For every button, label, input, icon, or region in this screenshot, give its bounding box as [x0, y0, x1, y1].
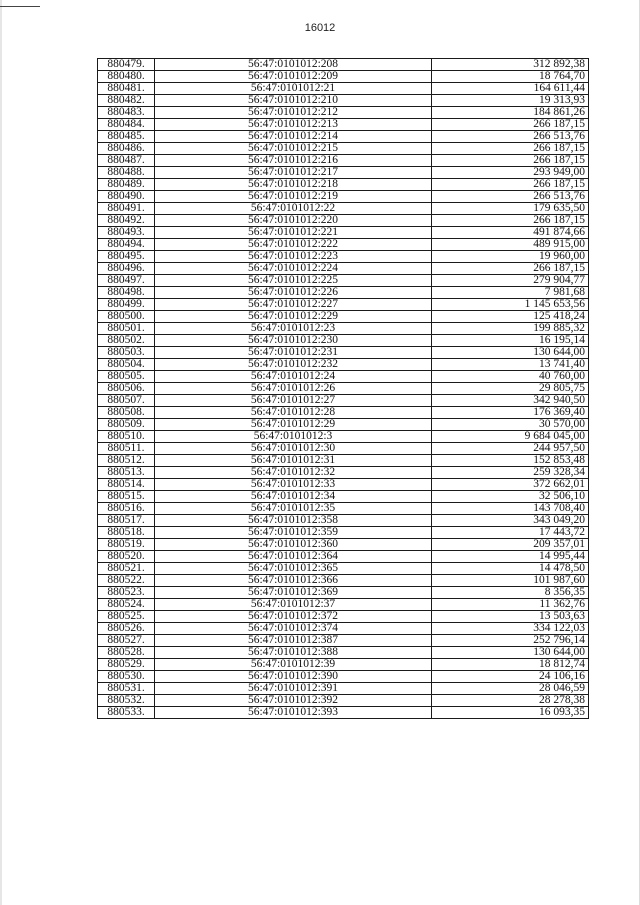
value-cell: 8 356,35	[432, 587, 589, 599]
table-row	[98, 407, 589, 419]
row-number-cell: 880490.	[98, 191, 155, 203]
table-row	[98, 611, 589, 623]
table-row	[98, 515, 589, 527]
cadastral-number-cell: 56:47:0101012:215	[155, 143, 432, 155]
cadastral-value-table	[97, 58, 589, 719]
scan-edge-left	[0, 0, 2, 905]
value-cell: 266 187,15	[432, 119, 589, 131]
value-cell: 199 885,32	[432, 323, 589, 335]
table-row	[98, 251, 589, 263]
table-row	[98, 179, 589, 191]
table-row	[98, 707, 589, 719]
row-number-cell: 880503.	[98, 347, 155, 359]
row-number-cell: 880522.	[98, 575, 155, 587]
table-row	[98, 371, 589, 383]
value-cell: 266 187,15	[432, 155, 589, 167]
row-number-cell: 880483.	[98, 107, 155, 119]
row-number-cell: 880493.	[98, 227, 155, 239]
row-number-cell: 880517.	[98, 515, 155, 527]
table-row	[98, 587, 589, 599]
table-row	[98, 239, 589, 251]
cadastral-number-cell: 56:47:0101012:372	[155, 611, 432, 623]
value-cell: 28 278,38	[432, 695, 589, 707]
row-number-cell: 880529.	[98, 659, 155, 671]
cadastral-number-cell: 56:47:0101012:392	[155, 695, 432, 707]
value-cell: 11 362,76	[432, 599, 589, 611]
cadastral-number-cell: 56:47:0101012:366	[155, 575, 432, 587]
table-row	[98, 107, 589, 119]
row-number-cell: 880480.	[98, 71, 155, 83]
value-cell: 266 513,76	[432, 131, 589, 143]
value-cell: 279 904,77	[432, 275, 589, 287]
value-cell: 14 995,44	[432, 551, 589, 563]
cadastral-number-cell: 56:47:0101012:21	[155, 83, 432, 95]
table-row	[98, 119, 589, 131]
row-number-cell: 880494.	[98, 239, 155, 251]
table-row	[98, 635, 589, 647]
row-number-cell: 880526.	[98, 623, 155, 635]
row-number-cell: 880508.	[98, 407, 155, 419]
row-number-cell: 880492.	[98, 215, 155, 227]
table-row	[98, 335, 589, 347]
table-row	[98, 347, 589, 359]
row-number-cell: 880515.	[98, 491, 155, 503]
row-number-cell: 880491.	[98, 203, 155, 215]
table-row	[98, 191, 589, 203]
row-number-cell: 880519.	[98, 539, 155, 551]
cadastral-number-cell: 56:47:0101012:27	[155, 395, 432, 407]
cadastral-number-cell: 56:47:0101012:30	[155, 443, 432, 455]
row-number-cell: 880511.	[98, 443, 155, 455]
table-row	[98, 59, 589, 71]
table-row	[98, 359, 589, 371]
table-row	[98, 131, 589, 143]
table-row	[98, 443, 589, 455]
row-number-cell: 880485.	[98, 131, 155, 143]
value-cell: 18 812,74	[432, 659, 589, 671]
cadastral-number-cell: 56:47:0101012:213	[155, 119, 432, 131]
table-row	[98, 71, 589, 83]
row-number-cell: 880520.	[98, 551, 155, 563]
table-row	[98, 83, 589, 95]
cadastral-number-cell: 56:47:0101012:23	[155, 323, 432, 335]
value-cell: 259 328,34	[432, 467, 589, 479]
table-row	[98, 503, 589, 515]
value-cell: 18 764,70	[432, 71, 589, 83]
cadastral-number-cell: 56:47:0101012:224	[155, 263, 432, 275]
value-cell: 312 892,38	[432, 59, 589, 71]
cadastral-number-cell: 56:47:0101012:387	[155, 635, 432, 647]
value-cell: 184 861,26	[432, 107, 589, 119]
value-cell: 266 187,15	[432, 263, 589, 275]
value-cell: 489 915,00	[432, 239, 589, 251]
value-cell: 179 635,50	[432, 203, 589, 215]
value-cell: 266 187,15	[432, 143, 589, 155]
row-number-cell: 880531.	[98, 683, 155, 695]
table-row	[98, 311, 589, 323]
value-cell: 176 369,40	[432, 407, 589, 419]
value-cell: 24 106,16	[432, 671, 589, 683]
row-number-cell: 880495.	[98, 251, 155, 263]
cadastral-number-cell: 56:47:0101012:3	[155, 431, 432, 443]
row-number-cell: 880502.	[98, 335, 155, 347]
value-cell: 491 874,66	[432, 227, 589, 239]
table-row	[98, 695, 589, 707]
row-number-cell: 880481.	[98, 83, 155, 95]
cadastral-number-cell: 56:47:0101012:226	[155, 287, 432, 299]
table-row	[98, 227, 589, 239]
value-cell: 125 418,24	[432, 311, 589, 323]
table-row	[98, 647, 589, 659]
table-row	[98, 167, 589, 179]
value-cell: 1 145 653,56	[432, 299, 589, 311]
table-row	[98, 383, 589, 395]
table-row	[98, 491, 589, 503]
cadastral-number-cell: 56:47:0101012:209	[155, 71, 432, 83]
value-cell: 30 570,00	[432, 419, 589, 431]
row-number-cell: 880486.	[98, 143, 155, 155]
row-number-cell: 880507.	[98, 395, 155, 407]
cadastral-number-cell: 56:47:0101012:24	[155, 371, 432, 383]
cadastral-number-cell: 56:47:0101012:31	[155, 455, 432, 467]
value-cell: 130 644,00	[432, 647, 589, 659]
cadastral-number-cell: 56:47:0101012:225	[155, 275, 432, 287]
cadastral-number-cell: 56:47:0101012:231	[155, 347, 432, 359]
cadastral-number-cell: 56:47:0101012:218	[155, 179, 432, 191]
cadastral-number-cell: 56:47:0101012:210	[155, 95, 432, 107]
cadastral-number-cell: 56:47:0101012:26	[155, 383, 432, 395]
cadastral-number-cell: 56:47:0101012:230	[155, 335, 432, 347]
cadastral-number-cell: 56:47:0101012:22	[155, 203, 432, 215]
row-number-cell: 880521.	[98, 563, 155, 575]
cadastral-number-cell: 56:47:0101012:216	[155, 155, 432, 167]
cadastral-number-cell: 56:47:0101012:219	[155, 191, 432, 203]
table-row	[98, 527, 589, 539]
table-row	[98, 419, 589, 431]
row-number-cell: 880513.	[98, 467, 155, 479]
table-row	[98, 263, 589, 275]
value-cell: 209 357,01	[432, 539, 589, 551]
table-body	[98, 59, 589, 719]
cadastral-number-cell: 56:47:0101012:37	[155, 599, 432, 611]
value-cell: 293 949,00	[432, 167, 589, 179]
row-number-cell: 880528.	[98, 647, 155, 659]
value-cell: 9 684 045,00	[432, 431, 589, 443]
value-cell: 342 940,50	[432, 395, 589, 407]
value-cell: 143 708,40	[432, 503, 589, 515]
table-row	[98, 479, 589, 491]
value-cell: 7 981,68	[432, 287, 589, 299]
value-cell: 28 046,59	[432, 683, 589, 695]
cadastral-number-cell: 56:47:0101012:388	[155, 647, 432, 659]
cadastral-number-cell: 56:47:0101012:221	[155, 227, 432, 239]
value-cell: 40 760,00	[432, 371, 589, 383]
table-row	[98, 395, 589, 407]
table-row	[98, 203, 589, 215]
row-number-cell: 880498.	[98, 287, 155, 299]
row-number-cell: 880509.	[98, 419, 155, 431]
cadastral-number-cell: 56:47:0101012:365	[155, 563, 432, 575]
table-row	[98, 323, 589, 335]
row-number-cell: 880506.	[98, 383, 155, 395]
table-row	[98, 659, 589, 671]
cadastral-number-cell: 56:47:0101012:35	[155, 503, 432, 515]
cadastral-number-cell: 56:47:0101012:208	[155, 59, 432, 71]
row-number-cell: 880505.	[98, 371, 155, 383]
header-rule	[0, 6, 40, 7]
row-number-cell: 880525.	[98, 611, 155, 623]
cadastral-number-cell: 56:47:0101012:390	[155, 671, 432, 683]
table-row	[98, 455, 589, 467]
table-row	[98, 215, 589, 227]
table-row	[98, 299, 589, 311]
cadastral-number-cell: 56:47:0101012:214	[155, 131, 432, 143]
value-cell: 16 195,14	[432, 335, 589, 347]
value-cell: 19 313,93	[432, 95, 589, 107]
cadastral-number-cell: 56:47:0101012:393	[155, 707, 432, 719]
table-row	[98, 467, 589, 479]
value-cell: 16 093,35	[432, 707, 589, 719]
row-number-cell: 880533.	[98, 707, 155, 719]
table-row	[98, 95, 589, 107]
cadastral-number-cell: 56:47:0101012:33	[155, 479, 432, 491]
cadastral-number-cell: 56:47:0101012:29	[155, 419, 432, 431]
table-row	[98, 287, 589, 299]
table-row	[98, 623, 589, 635]
table-row	[98, 431, 589, 443]
table-row	[98, 683, 589, 695]
table-row	[98, 551, 589, 563]
value-cell: 32 506,10	[432, 491, 589, 503]
cadastral-number-cell: 56:47:0101012:227	[155, 299, 432, 311]
row-number-cell: 880510.	[98, 431, 155, 443]
table-row	[98, 575, 589, 587]
value-cell: 266 513,76	[432, 191, 589, 203]
value-cell: 19 960,00	[432, 251, 589, 263]
cadastral-number-cell: 56:47:0101012:222	[155, 239, 432, 251]
row-number-cell: 880527.	[98, 635, 155, 647]
row-number-cell: 880489.	[98, 179, 155, 191]
cadastral-number-cell: 56:47:0101012:364	[155, 551, 432, 563]
row-number-cell: 880497.	[98, 275, 155, 287]
value-cell: 130 644,00	[432, 347, 589, 359]
row-number-cell: 880479.	[98, 59, 155, 71]
cadastral-number-cell: 56:47:0101012:32	[155, 467, 432, 479]
value-cell: 13 741,40	[432, 359, 589, 371]
page-number: 16012	[304, 22, 336, 34]
row-number-cell: 880524.	[98, 599, 155, 611]
cadastral-number-cell: 56:47:0101012:34	[155, 491, 432, 503]
cadastral-number-cell: 56:47:0101012:359	[155, 527, 432, 539]
cadastral-number-cell: 56:47:0101012:39	[155, 659, 432, 671]
value-cell: 17 443,72	[432, 527, 589, 539]
value-cell: 343 049,20	[432, 515, 589, 527]
table-row	[98, 275, 589, 287]
cadastral-number-cell: 56:47:0101012:369	[155, 587, 432, 599]
table-row	[98, 155, 589, 167]
cadastral-number-cell: 56:47:0101012:28	[155, 407, 432, 419]
value-cell: 266 187,15	[432, 215, 589, 227]
table-row	[98, 599, 589, 611]
value-cell: 244 957,50	[432, 443, 589, 455]
value-cell: 152 853,48	[432, 455, 589, 467]
value-cell: 266 187,15	[432, 179, 589, 191]
row-number-cell: 880500.	[98, 311, 155, 323]
cadastral-number-cell: 56:47:0101012:358	[155, 515, 432, 527]
table-row	[98, 539, 589, 551]
cadastral-number-cell: 56:47:0101012:229	[155, 311, 432, 323]
row-number-cell: 880488.	[98, 167, 155, 179]
table-row	[98, 671, 589, 683]
value-cell: 14 478,50	[432, 563, 589, 575]
row-number-cell: 880482.	[98, 95, 155, 107]
row-number-cell: 880518.	[98, 527, 155, 539]
cadastral-number-cell: 56:47:0101012:360	[155, 539, 432, 551]
row-number-cell: 880516.	[98, 503, 155, 515]
cadastral-number-cell: 56:47:0101012:374	[155, 623, 432, 635]
cadastral-number-cell: 56:47:0101012:391	[155, 683, 432, 695]
cadastral-number-cell: 56:47:0101012:232	[155, 359, 432, 371]
value-cell: 252 796,14	[432, 635, 589, 647]
value-cell: 13 503,63	[432, 611, 589, 623]
row-number-cell: 880530.	[98, 671, 155, 683]
row-number-cell: 880496.	[98, 263, 155, 275]
cadastral-number-cell: 56:47:0101012:220	[155, 215, 432, 227]
table-row	[98, 143, 589, 155]
table-row	[98, 563, 589, 575]
cadastral-number-cell: 56:47:0101012:223	[155, 251, 432, 263]
row-number-cell: 880504.	[98, 359, 155, 371]
row-number-cell: 880514.	[98, 479, 155, 491]
cadastral-number-cell: 56:47:0101012:212	[155, 107, 432, 119]
cadastral-number-cell: 56:47:0101012:217	[155, 167, 432, 179]
row-number-cell: 880523.	[98, 587, 155, 599]
value-cell: 29 805,75	[432, 383, 589, 395]
value-cell: 334 122,03	[432, 623, 589, 635]
row-number-cell: 880532.	[98, 695, 155, 707]
value-cell: 101 987,60	[432, 575, 589, 587]
row-number-cell: 880487.	[98, 155, 155, 167]
row-number-cell: 880499.	[98, 299, 155, 311]
row-number-cell: 880501.	[98, 323, 155, 335]
value-cell: 372 662,01	[432, 479, 589, 491]
row-number-cell: 880484.	[98, 119, 155, 131]
value-cell: 164 611,44	[432, 83, 589, 95]
row-number-cell: 880512.	[98, 455, 155, 467]
